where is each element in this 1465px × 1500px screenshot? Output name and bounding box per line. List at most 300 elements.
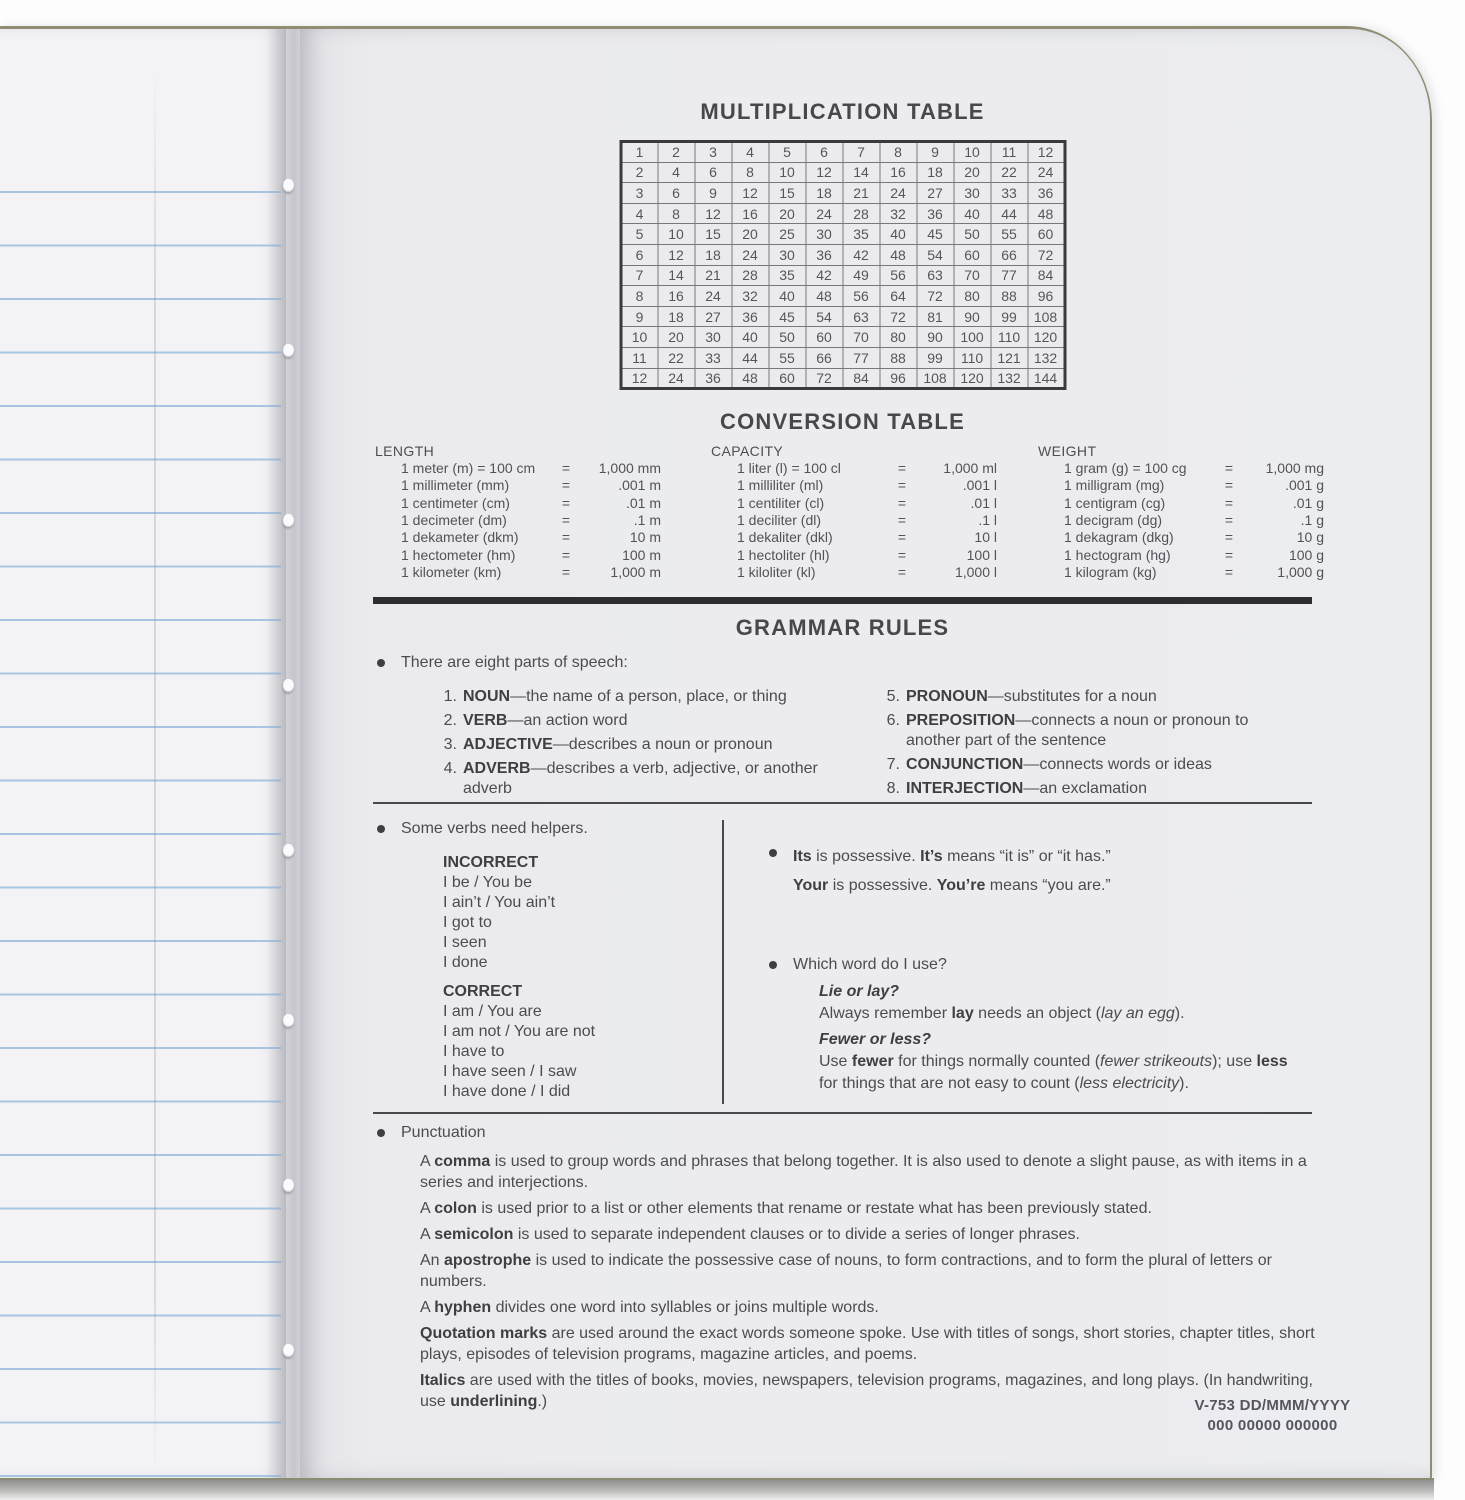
table-cell: 35 <box>843 224 880 245</box>
table-cell: 90 <box>917 327 954 348</box>
stitch-mark <box>282 1013 295 1027</box>
table-cell: 18 <box>658 306 695 327</box>
conversion-cell: 1 centimeter (cm) <box>401 494 510 511</box>
table-cell: 12 <box>806 162 843 183</box>
conversion-row <box>1064 477 1324 494</box>
table-cell: 14 <box>658 265 695 286</box>
table-cell: 7 <box>843 142 880 163</box>
table-cell: 24 <box>806 203 843 224</box>
table-cell: 49 <box>843 265 880 286</box>
table-cell: 30 <box>954 183 991 204</box>
table-cell: 9 <box>917 142 954 163</box>
conversion-cell: .001 m <box>618 477 661 494</box>
list-item <box>878 755 1301 775</box>
table-cell: 48 <box>732 368 769 389</box>
table-cell: 54 <box>917 244 954 265</box>
item-number: 3. <box>443 736 457 753</box>
table-cell: 30 <box>695 327 732 348</box>
item-number: 8. <box>886 780 900 797</box>
conversion-cell: = <box>897 477 907 494</box>
conversion-cell: 1 centigram (cg) <box>1064 494 1166 511</box>
conversion-cell: 1,000 ml <box>943 460 997 477</box>
item-number: 1. <box>443 688 457 705</box>
table-cell: 4 <box>658 162 695 183</box>
conversion-row <box>401 529 661 546</box>
item-text: VERB—an action word <box>463 712 628 729</box>
table-cell: 63 <box>917 265 954 286</box>
table-row <box>621 244 1065 265</box>
bullet-icon <box>769 849 777 857</box>
conversion-cell: .001 l <box>962 477 997 494</box>
list-item <box>878 779 1301 799</box>
conversion-row <box>737 477 997 494</box>
form-number-footer <box>1165 1396 1380 1436</box>
table-cell: 10 <box>954 142 991 163</box>
table-cell: 1 <box>621 142 658 163</box>
table-cell: 48 <box>1028 203 1065 224</box>
conversion-table-title: CONVERSION TABLE <box>720 409 965 434</box>
table-cell: 44 <box>991 203 1028 224</box>
table-cell: 40 <box>732 327 769 348</box>
conversion-row <box>1064 512 1324 529</box>
conversion-cell: = <box>561 563 571 580</box>
page-content <box>373 0 1324 1500</box>
table-cell: 22 <box>991 162 1028 183</box>
table-cell: 120 <box>1028 327 1065 348</box>
table-cell: 3 <box>621 183 658 204</box>
table-row <box>621 368 1065 389</box>
table-cell: 66 <box>806 347 843 368</box>
lined-left-page <box>0 29 286 1478</box>
table-cell: 90 <box>954 306 991 327</box>
table-cell: 120 <box>954 368 991 389</box>
table-cell: 45 <box>769 306 806 327</box>
conversion-cell: .01 m <box>625 494 661 511</box>
conversion-row <box>737 546 997 563</box>
table-cell: 12 <box>658 244 695 265</box>
conversion-row <box>737 512 997 529</box>
item-number: 7. <box>886 756 900 773</box>
conversion-column-length <box>375 443 680 581</box>
conversion-cell: 1 kiloliter (kl) <box>737 563 816 580</box>
table-cell: 132 <box>991 368 1028 389</box>
conversion-cell: = <box>897 546 907 563</box>
conversion-cell: .001 g <box>1285 477 1324 494</box>
list-item: I am / You are <box>443 1003 542 1020</box>
parts-of-speech-list-left <box>435 687 858 803</box>
table-cell: 25 <box>769 224 806 245</box>
conversion-cell: = <box>1224 563 1234 580</box>
conversion-cell: 1 dekaliter (dkl) <box>737 529 833 546</box>
table-cell: 40 <box>880 224 917 245</box>
punctuation-rule: Quotation marks are used around the exact words someone spoke. Use with titles of songs, short stories, chapter titles, short plays, episodes of television programs, magazine articles, and poems. <box>420 1325 1315 1363</box>
conversion-cell: = <box>897 512 907 529</box>
conversion-cell: = <box>897 529 907 546</box>
list-item: I am not / You are not <box>443 1023 596 1040</box>
stitch-mark <box>282 1178 295 1192</box>
table-row <box>621 327 1065 348</box>
table-cell: 56 <box>843 286 880 307</box>
which-word-section <box>765 954 1310 1098</box>
parts-of-speech-intro: There are eight parts of speech: <box>401 654 628 671</box>
table-cell: 15 <box>769 183 806 204</box>
conversion-cell: 1,000 l <box>954 563 997 580</box>
conversion-cell: = <box>561 546 571 563</box>
table-cell: 63 <box>843 306 880 327</box>
item-text: ADVERB—describes a verb, adjective, or another adverb <box>463 760 818 797</box>
punctuation-rule: A comma is used to group words and phrases that belong together. It is also used to denote a slight pause, as with items in a series and interjections. <box>420 1153 1307 1191</box>
conversion-cell: = <box>1224 512 1234 529</box>
conversion-cell: 1 decigram (dg) <box>1064 512 1163 529</box>
table-cell: 6 <box>621 244 658 265</box>
table-cell: 77 <box>991 265 1028 286</box>
table-cell: 27 <box>917 183 954 204</box>
table-cell: 5 <box>621 224 658 245</box>
table-cell: 108 <box>917 368 954 389</box>
table-cell: 80 <box>880 327 917 348</box>
conversion-cell: = <box>897 494 907 511</box>
table-cell: 18 <box>806 183 843 204</box>
list-item: I done <box>443 954 488 971</box>
table-cell: 21 <box>843 183 880 204</box>
conversion-column-weight <box>1038 443 1343 581</box>
table-cell: 24 <box>1028 162 1065 183</box>
conversion-cell: 100 l <box>966 546 997 563</box>
table-cell: 12 <box>732 183 769 204</box>
conversion-table <box>373 443 1324 593</box>
conversion-cell: 1 hectometer (hm) <box>401 546 516 563</box>
table-row <box>621 265 1065 286</box>
conversion-cell: = <box>561 512 571 529</box>
conversion-cell: 1 milligram (mg) <box>1064 477 1165 494</box>
table-cell: 55 <box>991 224 1028 245</box>
conversion-cell: .01 g <box>1292 494 1324 511</box>
table-cell: 16 <box>732 203 769 224</box>
table-cell: 4 <box>732 142 769 163</box>
cover-bottom-edge <box>0 1478 1434 1500</box>
table-row <box>621 347 1065 368</box>
stitch-mark <box>282 343 295 357</box>
possessives-line-its: Its is possessive. It’s means “it is” or “it has.” <box>793 848 1111 865</box>
item-text: PREPOSITION—connects a noun or pronoun to another part of the sentence <box>906 712 1249 749</box>
table-cell: 16 <box>880 162 917 183</box>
table-cell: 64 <box>880 286 917 307</box>
table-cell: 100 <box>954 327 991 348</box>
vertical-divider <box>722 820 724 1104</box>
conversion-cell: 1,000 g <box>1277 563 1324 580</box>
table-cell: 6 <box>695 162 732 183</box>
table-cell: 9 <box>621 306 658 327</box>
bullet-icon <box>377 659 385 667</box>
table-cell: 36 <box>695 368 732 389</box>
conversion-cell: = <box>1224 477 1234 494</box>
incorrect-examples <box>443 853 713 973</box>
table-cell: 36 <box>806 244 843 265</box>
page-crease <box>154 69 156 1478</box>
table-cell: 2 <box>658 142 695 163</box>
table-cell: 6 <box>806 142 843 163</box>
item-text: PRONOUN—substitutes for a noun <box>906 688 1157 705</box>
item-text: NOUN—the name of a person, place, or thing <box>463 688 787 705</box>
form-number-line: V-753 DD/MMM/YYYY <box>1194 1397 1351 1414</box>
correct-examples <box>443 982 713 1102</box>
table-cell: 40 <box>954 203 991 224</box>
form-code-line: 000 00000 000000 <box>1207 1417 1338 1434</box>
conversion-cell: = <box>561 529 571 546</box>
table-cell: 144 <box>1028 368 1065 389</box>
column-heading: WEIGHT <box>1038 443 1097 459</box>
table-cell: 14 <box>843 162 880 183</box>
punctuation-rule: A colon is used prior to a list or other elements that rename or restate what has been previously stated. <box>420 1200 1152 1217</box>
table-cell: 5 <box>769 142 806 163</box>
table-cell: 8 <box>880 142 917 163</box>
conversion-cell: 1 millimeter (mm) <box>401 477 510 494</box>
list-item <box>435 735 858 755</box>
conversion-column-capacity <box>711 443 1016 581</box>
table-cell: 50 <box>769 327 806 348</box>
item-number: 6. <box>886 712 900 729</box>
table-cell: 20 <box>658 327 695 348</box>
list-item: I be / You be <box>443 874 532 891</box>
horizontal-rule <box>373 802 1312 804</box>
list-item: I have seen / I saw <box>443 1063 577 1080</box>
bullet-icon <box>377 825 385 833</box>
table-cell: 88 <box>991 286 1028 307</box>
table-cell: 48 <box>880 244 917 265</box>
item-number: 5. <box>886 688 900 705</box>
conversion-row <box>1064 460 1324 477</box>
table-cell: 7 <box>621 265 658 286</box>
item-number: 4. <box>443 760 457 777</box>
table-cell: 12 <box>1028 142 1065 163</box>
table-cell: 6 <box>658 183 695 204</box>
ruled-lines <box>0 191 281 1478</box>
table-row <box>621 306 1065 327</box>
which-word-intro: Which word do I use? <box>793 956 947 973</box>
table-cell: 80 <box>954 286 991 307</box>
table-cell: 12 <box>621 368 658 389</box>
conversion-cell: 1 gram (g) = 100 cg <box>1064 460 1187 477</box>
table-cell: 28 <box>843 203 880 224</box>
table-cell: 21 <box>695 265 732 286</box>
table-cell: 84 <box>843 368 880 389</box>
stitch-mark <box>282 1343 295 1357</box>
table-cell: 4 <box>621 203 658 224</box>
table-cell: 84 <box>1028 265 1065 286</box>
conversion-cell: = <box>1224 546 1234 563</box>
conversion-cell: 1,000 m <box>610 563 661 580</box>
table-cell: 3 <box>695 142 732 163</box>
table-cell: 36 <box>917 203 954 224</box>
table-cell: 70 <box>843 327 880 348</box>
table-cell: 110 <box>991 327 1028 348</box>
table-cell: 18 <box>917 162 954 183</box>
stitch-mark <box>282 678 295 692</box>
conversion-cell: 1 decimeter (dm) <box>401 512 507 529</box>
table-cell: 20 <box>732 224 769 245</box>
table-cell: 8 <box>621 286 658 307</box>
item-text: CONJUNCTION—connects words or ideas <box>906 756 1212 773</box>
table-cell: 22 <box>658 347 695 368</box>
conversion-cell: 10 l <box>974 529 997 546</box>
table-cell: 96 <box>1028 286 1065 307</box>
conversion-cell: = <box>561 477 571 494</box>
conversion-row <box>401 477 661 494</box>
punctuation-rule: An apostrophe is used to indicate the possessive case of nouns, to form contractions, and to form the plural of letters or numbers. <box>420 1252 1272 1290</box>
punctuation-section <box>373 1122 1323 1417</box>
conversion-cell: 1 hectoliter (hl) <box>737 546 830 563</box>
table-cell: 72 <box>917 286 954 307</box>
conversion-cell: 1,000 mg <box>1265 460 1324 477</box>
conversion-cell: = <box>1224 494 1234 511</box>
table-cell: 33 <box>991 183 1028 204</box>
table-cell: 132 <box>1028 347 1065 368</box>
table-cell: 2 <box>621 162 658 183</box>
conversion-cell: 10 m <box>629 529 661 546</box>
conversion-cell: 1 milliliter (ml) <box>737 477 824 494</box>
conversion-cell: 1 meter (m) = 100 cm <box>401 460 536 477</box>
conversion-cell: .01 l <box>970 494 997 511</box>
table-cell: 11 <box>621 347 658 368</box>
verb-helpers-section <box>373 818 713 1102</box>
table-cell: 121 <box>991 347 1028 368</box>
punctuation-rule: A hyphen divides one word into syllables or joins multiple words. <box>420 1299 879 1316</box>
table-row <box>621 203 1065 224</box>
conversion-cell: = <box>897 563 907 580</box>
conversion-row <box>1064 546 1324 563</box>
table-cell: 81 <box>917 306 954 327</box>
conversion-row <box>401 512 661 529</box>
table-cell: 36 <box>1028 183 1065 204</box>
conversion-cell: = <box>561 460 571 477</box>
verb-helpers-intro: Some verbs need helpers. <box>401 820 588 837</box>
conversion-cell: 100 m <box>622 546 661 563</box>
table-cell: 10 <box>658 224 695 245</box>
table-cell: 77 <box>843 347 880 368</box>
table-cell: 48 <box>806 286 843 307</box>
table-cell: 32 <box>732 286 769 307</box>
column-heading: LENGTH <box>375 443 435 459</box>
table-cell: 50 <box>954 224 991 245</box>
conversion-cell: 1 kilometer (km) <box>401 563 502 580</box>
table-cell: 18 <box>695 244 732 265</box>
column-heading: CAPACITY <box>711 443 784 459</box>
usage-two-column-section <box>373 814 1312 1112</box>
list-item <box>435 711 858 731</box>
conversion-cell: 100 g <box>1288 546 1324 563</box>
correct-heading: CORRECT <box>443 983 523 1000</box>
table-row <box>621 286 1065 307</box>
conversion-cell: = <box>1224 460 1234 477</box>
list-item: I ain’t / You ain’t <box>443 894 556 911</box>
stitch-mark <box>282 178 295 192</box>
table-cell: 24 <box>695 286 732 307</box>
item-text: ADJECTIVE—describes a noun or pronoun <box>463 736 773 753</box>
table-cell: 12 <box>695 203 732 224</box>
conversion-cell: = <box>1224 529 1234 546</box>
conversion-row <box>737 495 997 512</box>
table-cell: 28 <box>732 265 769 286</box>
table-cell: 27 <box>695 306 732 327</box>
table-cell: 108 <box>1028 306 1065 327</box>
table-cell: 60 <box>1028 224 1065 245</box>
conversion-row <box>401 495 661 512</box>
list-item: I have done / I did <box>443 1083 571 1100</box>
incorrect-heading: INCORRECT <box>443 854 539 871</box>
table-cell: 56 <box>880 265 917 286</box>
table-cell: 20 <box>769 203 806 224</box>
conversion-row <box>401 460 661 477</box>
table-cell: 10 <box>769 162 806 183</box>
conversion-cell: = <box>561 494 571 511</box>
table-cell: 72 <box>880 306 917 327</box>
multiplication-table-title: MULTIPLICATION TABLE <box>700 99 985 124</box>
table-cell: 20 <box>954 162 991 183</box>
table-cell: 55 <box>769 347 806 368</box>
stitch-mark <box>282 513 295 527</box>
list-item: I have to <box>443 1043 505 1060</box>
table-cell: 11 <box>991 142 1028 163</box>
fewer-or-less-question: Fewer or less? <box>819 1031 932 1048</box>
table-cell: 44 <box>732 347 769 368</box>
conversion-cell: .1 l <box>978 512 997 529</box>
table-cell: 33 <box>695 347 732 368</box>
conversion-cell: 1 dekagram (dkg) <box>1064 529 1174 546</box>
conversion-cell: 1 centiliter (cl) <box>737 494 825 511</box>
list-item <box>878 687 1301 707</box>
table-cell: 15 <box>695 224 732 245</box>
table-cell: 35 <box>769 265 806 286</box>
table-cell: 24 <box>732 244 769 265</box>
table-row <box>621 142 1065 163</box>
table-cell: 30 <box>806 224 843 245</box>
item-number: 2. <box>443 712 457 729</box>
table-cell: 32 <box>880 203 917 224</box>
conversion-cell: 1,000 mm <box>598 460 661 477</box>
conversion-row <box>1064 529 1324 546</box>
table-cell: 40 <box>769 286 806 307</box>
table-row <box>621 183 1065 204</box>
stitch-mark <box>282 843 295 857</box>
table-cell: 45 <box>917 224 954 245</box>
list-item <box>435 687 858 707</box>
conversion-cell: 1 liter (l) = 100 cl <box>737 460 841 477</box>
table-cell: 66 <box>991 244 1028 265</box>
table-cell: 60 <box>769 368 806 389</box>
multiplication-grid <box>619 140 1066 390</box>
parts-of-speech-list-right <box>878 687 1301 803</box>
table-cell: 24 <box>880 183 917 204</box>
table-cell: 88 <box>880 347 917 368</box>
table-cell: 54 <box>806 306 843 327</box>
punctuation-paragraphs <box>420 1151 1325 1412</box>
conversion-cell: 1 hectogram (hg) <box>1064 546 1171 563</box>
table-cell: 72 <box>1028 244 1065 265</box>
list-item <box>878 711 1301 751</box>
conversion-row <box>1064 495 1324 512</box>
punctuation-rule: A semicolon is used to separate independent clauses or to divide a series of longer phrases. <box>420 1226 1080 1243</box>
conversion-cell: .1 g <box>1300 512 1324 529</box>
table-cell: 9 <box>695 183 732 204</box>
conversion-cell: 1 dekameter (dkm) <box>401 529 519 546</box>
list-item: I got to <box>443 914 492 931</box>
conversion-cell: 1 deciliter (dl) <box>737 512 822 529</box>
conversion-row <box>737 564 997 581</box>
table-cell: 110 <box>954 347 991 368</box>
bullet-icon <box>769 961 777 969</box>
table-cell: 8 <box>658 203 695 224</box>
table-cell: 42 <box>843 244 880 265</box>
